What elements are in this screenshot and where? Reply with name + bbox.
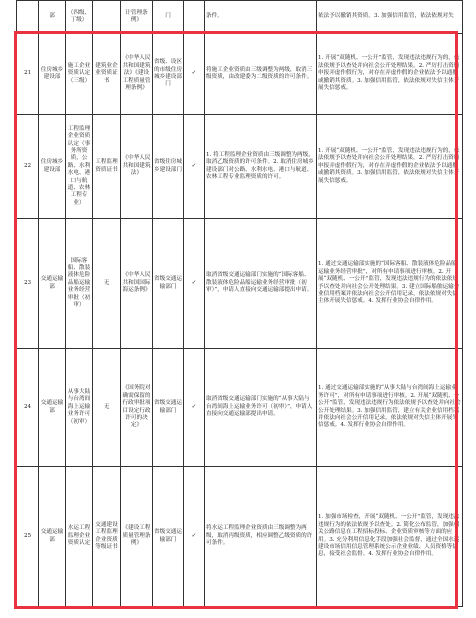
item-name-cell: （四级、丁级） [66,1,93,34]
table-row-partial [17,1,463,34]
dept-cell: 住房城乡建设部 [39,115,66,219]
seq-cell: 21 [17,34,39,115]
supervision-measures-cell: 1. 加强市场检查，开展“双随机、一公开”监管，发现违法违规行为的依法依规予以查处。2. 简化公布监管，加强相关公路信息在工程招标投标、企业资质审核等方面的应用。3. 充分利用信息化手段加强社会监督，通过全国水运建设市场信用信息管理系统公示企业业绩、人员资格等信息，接受社会监督。4. 发挥行业协会自律作用。 [317,467,463,607]
reform-method-cell: 取消省级交通运输部门实施的“国际客船、散装液体危险品船运输业务经营审批（初审）”，申请人直接向交通运输部提出申请。 [205,219,317,349]
item-name-cell: 施工企业资质认定（三级） [66,34,93,115]
approval-reform-table [16,0,463,607]
table-row [17,34,463,115]
supervision-measures-cell: 1. 开展“双随机、一公开”监管，发现违法违规行为的，依法依规予以查处并向社会公开处理结果。2. 严厉打击资质申报弄虚作假行为，对存在弄虚作假的企业依法予以通报或撤销其资质。3. 加强信用监管，依法依规对失信主体开展失信惩戒。 [317,115,463,219]
reform-method-cell: 条件。 [205,1,317,34]
dept-cell: 交通运输部 [39,219,66,349]
dept-cell: 部 [39,1,66,34]
seq-cell: 23 [17,219,39,349]
reform-method-cell: 1. 将工程监理企业资质由三级调整为两级，取消乙级资质的许可条件。2. 取消住房城乡建设部门对公路、水利水电、港口与航道、农林工程专业监理资质的许可。 [205,115,317,219]
seq-cell [17,1,39,34]
item-name-cell: 工程监理企业资质认定（事务所资质，公路、水利水电、港口与航道、农林工程专业） [66,115,93,219]
certificate-cell [93,1,121,34]
reform-method-cell: 取消省级交通运输部门实施的“从事大陆与台湾间海上运输业务许可（初审）”，申请人直接向交通运输部提出申请。 [205,349,317,467]
implementing-agency-cell: 省级交通运输部门 [153,219,184,349]
certificate-cell: 建筑业企业资质证书 [93,34,121,115]
supervision-measures-cell: 1. 通过交通运输部实施的“从事大陆与台湾间海上运输业务许可”，对所有申请事项进行审核。2. 开展“双随机、一公开”监管，发现违法违规行为依法依规予以查处并向社会公开处理结果。3. 加强信用监管，建立有关企业信用档案并依法向社会公开信用记录，依法依规对失信主体开展失信惩戒。4. 发挥行业协会自律作用。 [317,349,463,467]
seq-cell: 22 [17,115,39,219]
implementing-agency-cell: 省级交通运输部门 [153,467,184,607]
supervision-measures-cell: 1. 开展“双随机、一公开”监管，发现违法违规行为的，依法依规予以查处并向社会公开处理结果。2. 严厉打击资质申报弄虚作假行为，对存在弄虚作假的企业依法予以通报或撤销其资质。3. 加强信用监管，依法依规对失信主体开展失信惩戒。 [317,34,463,115]
certificate-cell: 无 [93,219,121,349]
reform-method-cell: 将水运工程监理企业资质由三级调整为两级，取消丙级资质，相应调整乙级资质的许可条件。 [205,467,317,607]
reform-method-cell: 将施工企业资质由三级调整为两级，取消三级资质，由改建委为二级资质的许可条件。 [205,34,317,115]
implementing-agency-cell: 省级、设区的市级住房城乡建设部门 [153,34,184,115]
legal-basis-cell: 《中华人民共和国建筑法》 [121,115,153,219]
implementing-agency-cell: 省级交通运输部门 [153,349,184,467]
implementing-agency-cell: 门 [153,1,184,34]
item-name-cell: 国际客船、散装液体危险品船运输业务经营审批（初审） [66,219,93,349]
legal-basis-cell: 《建设工程质量管理条例》 [121,467,153,607]
check-cell [184,1,205,34]
table-row [17,219,463,349]
table-row [17,349,463,467]
dept-cell: 交通运输部 [39,467,66,607]
check-mark-icon: ✓ [184,349,205,467]
seq-cell: 24 [17,349,39,467]
dept-cell: 住房城乡建设部 [39,34,66,115]
check-mark-icon: ✓ [184,34,205,115]
certificate-cell: 交通建设工程监理企业资质等级证书 [93,467,121,607]
check-mark-icon: ✓ [184,467,205,607]
supervision-measures-cell: 1. 通过交通运输部实施的“国际客船、散装液体危险品船运输业务经营审批”，对所有申请事项进行审核。2. 开展“双随机、一公开”监管，发现违法违规行为的依法依规予以查处并向社会公开处理结果。3. 建立国际船舶运输企业信用档案并依法向社会公开信用记录，依法依规对失信主体开展失信惩戒。4. 发挥行业协会自律作用。 [317,219,463,349]
certificate-cell: 工程监理资质证书 [93,115,121,219]
table-row [17,467,463,607]
seq-cell: 25 [17,467,39,607]
item-name-cell: 水运工程监理企业资质认定 [66,467,93,607]
dept-cell: 交通运输部 [39,349,66,467]
implementing-agency-cell: 省级住房城乡建设部门 [153,115,184,219]
item-name-cell: 从事大陆与台湾间海上运输业务许可（初审） [66,349,93,467]
supervision-measures-cell: 依法予以撤销其资质。3. 加强信用监管，依法依规对失 [317,1,463,34]
legal-basis-cell: 《中华人民共和国建筑法》《建设工程质量管理条例》 [121,34,153,115]
legal-basis-cell: 《中华人民共和国国际海运条例》 [121,219,153,349]
legal-basis-cell: 计管理条例》 [121,1,153,34]
check-mark-icon: ✓ [184,115,205,219]
legal-basis-cell: 《国务院对确需保留的行政审批项目设定行政许可的决定》 [121,349,153,467]
certificate-cell: 无 [93,349,121,467]
check-mark-icon: ✓ [184,219,205,349]
table-row [17,115,463,219]
